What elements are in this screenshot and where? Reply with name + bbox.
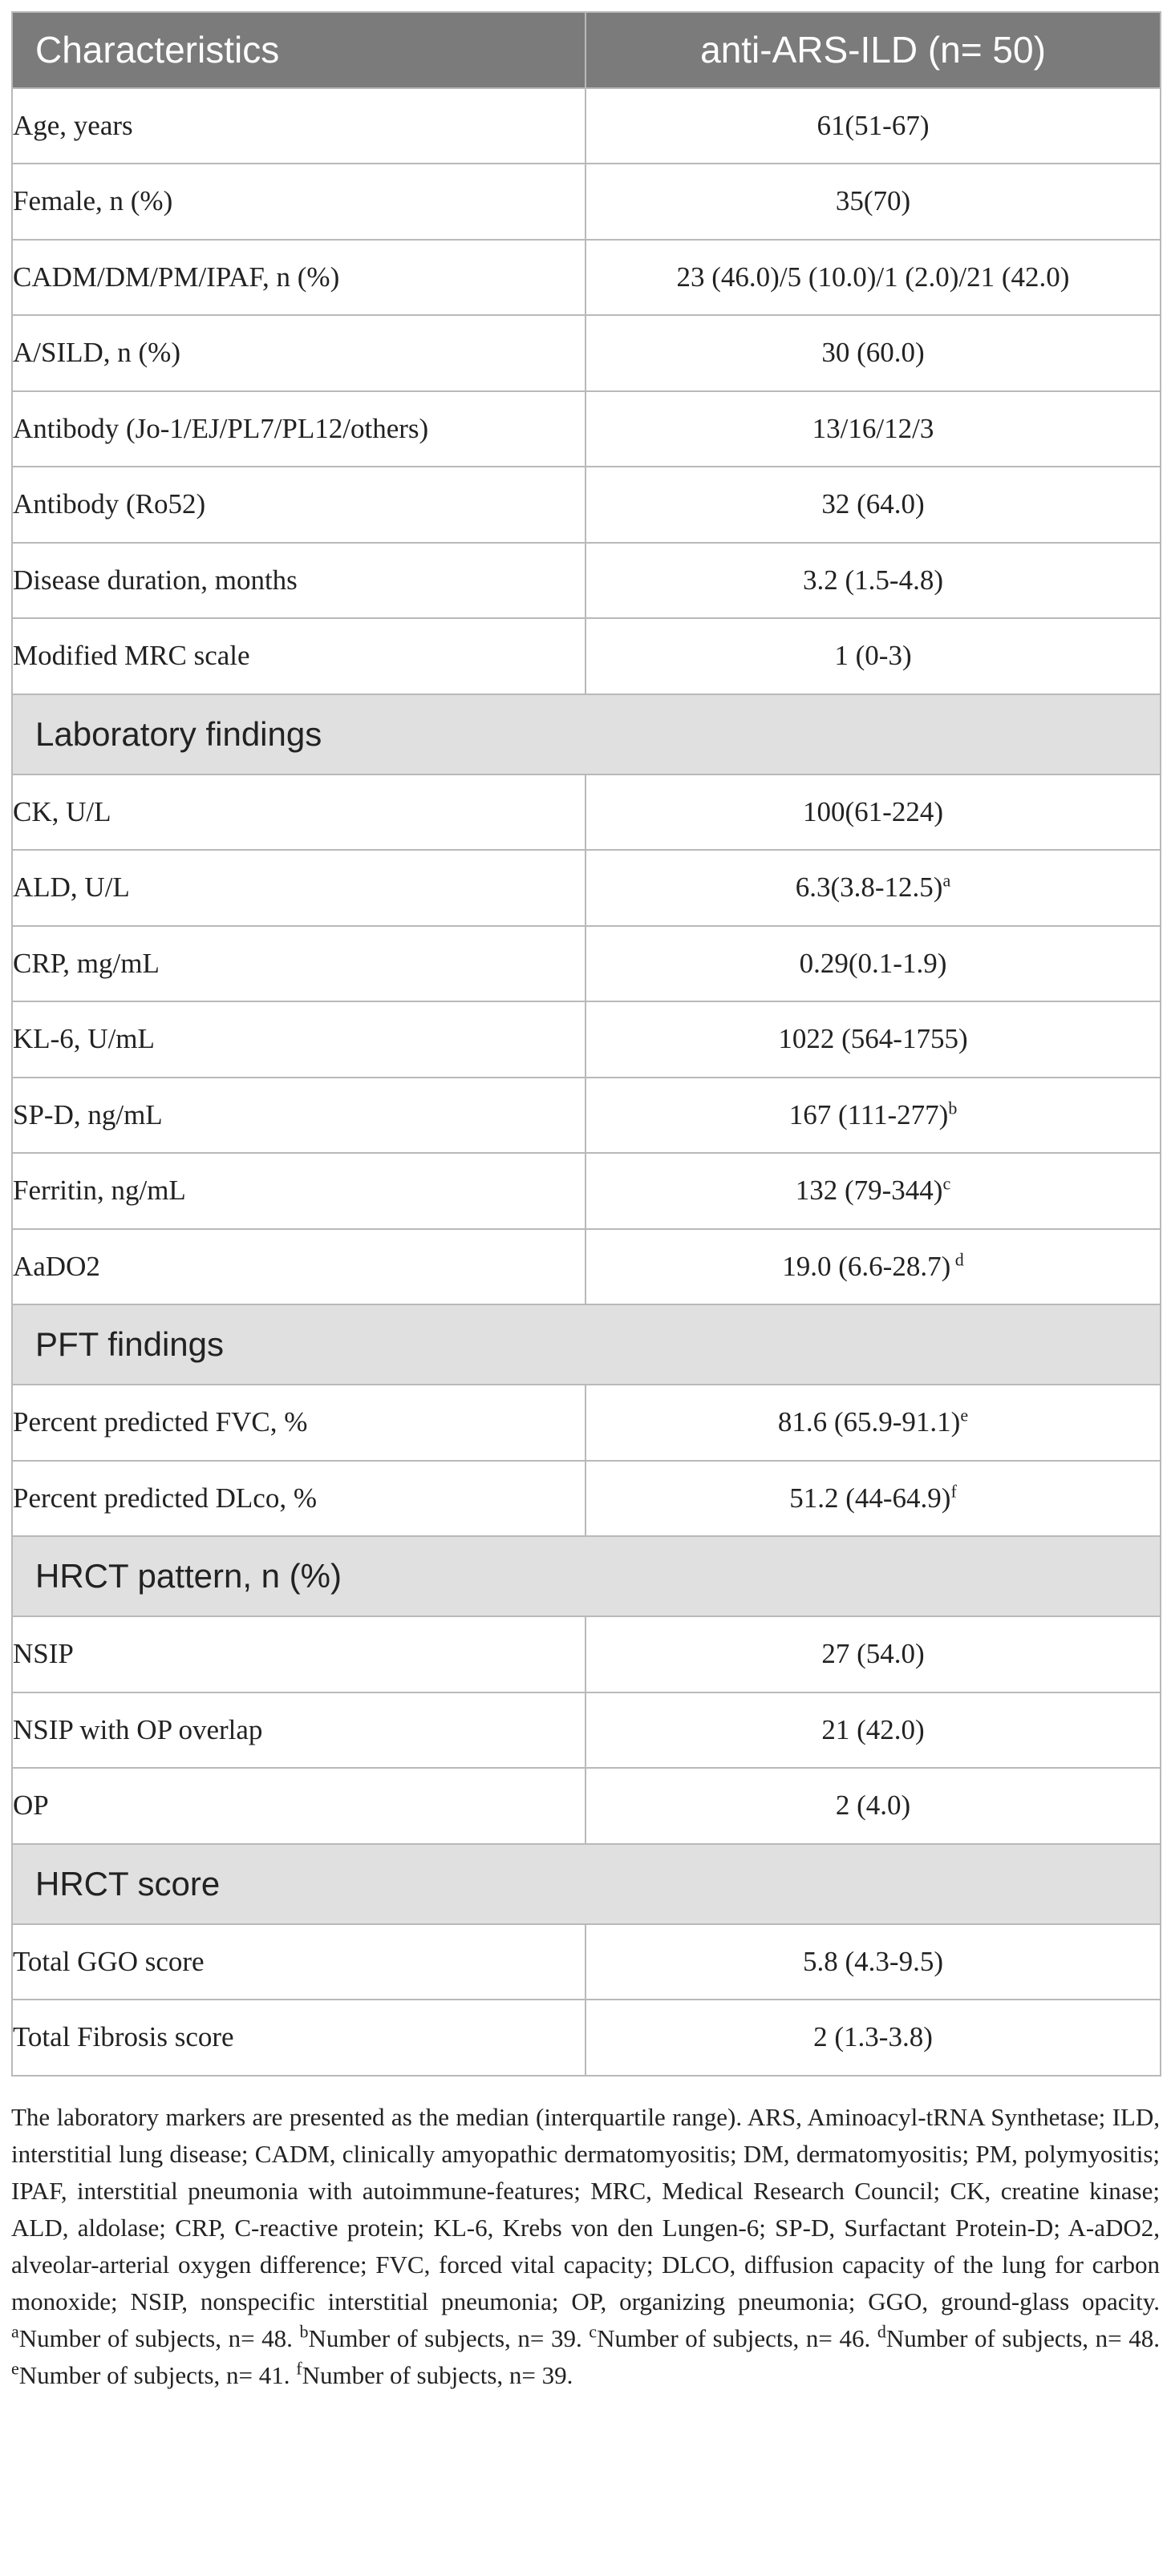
row-value-text: 3.2 (1.5-4.8) — [803, 564, 943, 596]
table-header-row — [12, 12, 1161, 88]
section-heading: PFT findings — [12, 1304, 1161, 1385]
table-row — [12, 88, 1161, 164]
row-value — [586, 1616, 1161, 1692]
footnote-marker: c — [942, 1173, 951, 1194]
section-heading: Laboratory findings — [12, 694, 1161, 774]
footnote-note-marker: e — [11, 2358, 19, 2379]
row-value — [586, 1153, 1161, 1229]
footnote-note-marker: d — [877, 2321, 886, 2342]
section-heading: HRCT pattern, n (%) — [12, 1536, 1161, 1616]
footnote-main: The laboratory markers are presented as the median (interquartile range). ARS, Aminoacyl-tRNA Synthetase; ILD, interstitial lung disease; CADM, clinically amyopathic dermatomyositis; DM, dermatomyositis; PM, polymyositis; IPAF, interstitial pneumonia with autoimmune-features; MRC, Medical Research Council; CK, creatine kinase; ALD, aldolase; CRP, C-reactive protein; KL-6, Krebs von den Lungen-6; SP-D, Surfactant Protein-D; A-aDO2, alveolar-arterial oxygen difference; FVC, forced vital capacity; DLCO, diffusion capacity of the lung for carbon monoxide; NSIP, nonspecific interstitial pneumonia; OP, organizing pneumonia; GGO, ground-glass opacity. — [11, 2102, 1160, 2315]
row-label: CADM/DM/PM/IPAF, n (%) — [12, 240, 586, 316]
footnote-marker: d — [950, 1249, 964, 1270]
row-value-text: 0.29(0.1-1.9) — [799, 947, 947, 979]
row-value-text: 81.6 (65.9-91.1) — [777, 1406, 961, 1438]
footnote-notes — [11, 2321, 1160, 2389]
row-value — [586, 543, 1161, 619]
footnote-note-text: Number of subjects, n= 39. — [302, 2360, 573, 2389]
row-label: CRP, mg/mL — [12, 926, 586, 1002]
row-value — [586, 1385, 1161, 1461]
row-value — [586, 1768, 1161, 1844]
footnote-marker: b — [948, 1098, 958, 1118]
row-value-text: 61(51-67) — [816, 109, 930, 141]
footnote-note-text: Number of subjects, n= 39. — [308, 2323, 590, 2352]
section-row-lab — [12, 694, 1161, 774]
section-row-hrct-score — [12, 1844, 1161, 1924]
table-row — [12, 467, 1161, 543]
row-value-text: 5.8 (4.3-9.5) — [803, 1945, 943, 1977]
table-row — [12, 164, 1161, 240]
footnote-note-text: Number of subjects, n= 48. — [18, 2323, 300, 2352]
row-value — [586, 88, 1161, 164]
header-cohort: anti-ARS-ILD (n= 50) — [586, 12, 1161, 88]
table-row — [12, 1461, 1161, 1537]
row-label: CK, U/L — [12, 774, 586, 851]
row-value-text: 21 (42.0) — [821, 1713, 925, 1745]
table-row — [12, 1078, 1161, 1154]
table-row — [12, 1001, 1161, 1078]
footnote-note-marker: c — [589, 2321, 598, 2342]
footnote-marker: f — [950, 1481, 957, 1502]
footnote-note-marker: f — [296, 2358, 302, 2379]
footnote-note-marker: b — [299, 2321, 309, 2342]
row-label: Percent predicted DLco, % — [12, 1461, 586, 1537]
row-value-text: 1 (0-3) — [834, 640, 912, 672]
row-value-text: 1022 (564-1755) — [778, 1023, 968, 1055]
header-characteristics: Characteristics — [12, 12, 586, 88]
row-label: SP-D, ng/mL — [12, 1078, 586, 1154]
table-row — [12, 315, 1161, 391]
row-value — [586, 391, 1161, 467]
table-row — [12, 1153, 1161, 1229]
row-label: ALD, U/L — [12, 850, 586, 926]
row-label: NSIP with OP overlap — [12, 1692, 586, 1769]
table-row — [12, 618, 1161, 694]
table-row — [12, 926, 1161, 1002]
table-row — [12, 1692, 1161, 1769]
row-value-text: 23 (46.0)/5 (10.0)/1 (2.0)/21 (42.0) — [676, 261, 1070, 293]
table-row — [12, 2000, 1161, 2076]
table-row — [12, 1924, 1161, 2000]
row-value — [586, 1001, 1161, 1078]
row-value-text: 2 (4.0) — [835, 1789, 911, 1822]
row-label: KL-6, U/mL — [12, 1001, 586, 1078]
row-value — [586, 467, 1161, 543]
row-label: Modified MRC scale — [12, 618, 586, 694]
row-label: Ferritin, ng/mL — [12, 1153, 586, 1229]
row-value-text: 6.3(3.8-12.5) — [795, 871, 943, 904]
table-footnote — [11, 2099, 1160, 2394]
row-label: Disease duration, months — [12, 543, 586, 619]
row-value — [586, 850, 1161, 926]
row-value — [586, 1078, 1161, 1154]
row-value-text: 2 (1.3-3.8) — [813, 2021, 933, 2053]
table-row — [12, 774, 1161, 851]
row-value-text: 19.0 (6.6-28.7) — [782, 1250, 951, 1282]
row-label: Percent predicted FVC, % — [12, 1385, 586, 1461]
section-heading: HRCT score — [12, 1844, 1161, 1924]
row-value-text: 167 (111-277) — [788, 1098, 949, 1130]
row-value-text: 100(61-224) — [803, 795, 943, 827]
row-value — [586, 926, 1161, 1002]
row-value-text: 13/16/12/3 — [812, 412, 934, 444]
table-row — [12, 1768, 1161, 1844]
row-label: Total GGO score — [12, 1924, 586, 2000]
table-row — [12, 1385, 1161, 1461]
footnote-note-text: Number of subjects, n= 41. — [18, 2360, 297, 2389]
row-value-text: 32 (64.0) — [821, 488, 925, 520]
row-value-text: 35(70) — [835, 185, 911, 217]
table-row — [12, 391, 1161, 467]
row-value-text: 132 (79-344) — [795, 1175, 943, 1207]
table-row — [12, 850, 1161, 926]
row-label: Female, n (%) — [12, 164, 586, 240]
row-value — [586, 315, 1161, 391]
row-label: Total Fibrosis score — [12, 2000, 586, 2076]
row-value — [586, 240, 1161, 316]
row-label: Antibody (Ro52) — [12, 467, 586, 543]
row-label: AaDO2 — [12, 1229, 586, 1305]
section-row-hrct-pattern — [12, 1536, 1161, 1616]
characteristics-table — [11, 11, 1161, 2077]
row-value — [586, 1924, 1161, 2000]
table-row — [12, 543, 1161, 619]
row-value-text: 27 (54.0) — [821, 1638, 925, 1670]
row-label: NSIP — [12, 1616, 586, 1692]
table-body — [12, 88, 1161, 2076]
row-label: OP — [12, 1768, 586, 1844]
row-label: Age, years — [12, 88, 586, 164]
table-row — [12, 1229, 1161, 1305]
row-value — [586, 618, 1161, 694]
table-row — [12, 1616, 1161, 1692]
footnote-marker: a — [942, 870, 951, 891]
table-container — [11, 11, 1160, 2394]
row-label: A/SILD, n (%) — [12, 315, 586, 391]
footnote-marker: e — [960, 1405, 969, 1425]
row-label: Antibody (Jo-1/EJ/PL7/PL12/others) — [12, 391, 586, 467]
row-value — [586, 774, 1161, 851]
row-value — [586, 1229, 1161, 1305]
row-value — [586, 1692, 1161, 1769]
section-row-pft — [12, 1304, 1161, 1385]
footnote-note-text: Number of subjects, n= 46. — [597, 2323, 877, 2352]
footnote-note-marker: a — [11, 2321, 19, 2342]
table-row — [12, 240, 1161, 316]
footnote-note-text: Number of subjects, n= 48. — [885, 2323, 1160, 2352]
row-value — [586, 2000, 1161, 2076]
row-value-text: 51.2 (44-64.9) — [789, 1482, 951, 1514]
row-value — [586, 1461, 1161, 1537]
row-value — [586, 164, 1161, 240]
row-value-text: 30 (60.0) — [821, 337, 925, 369]
